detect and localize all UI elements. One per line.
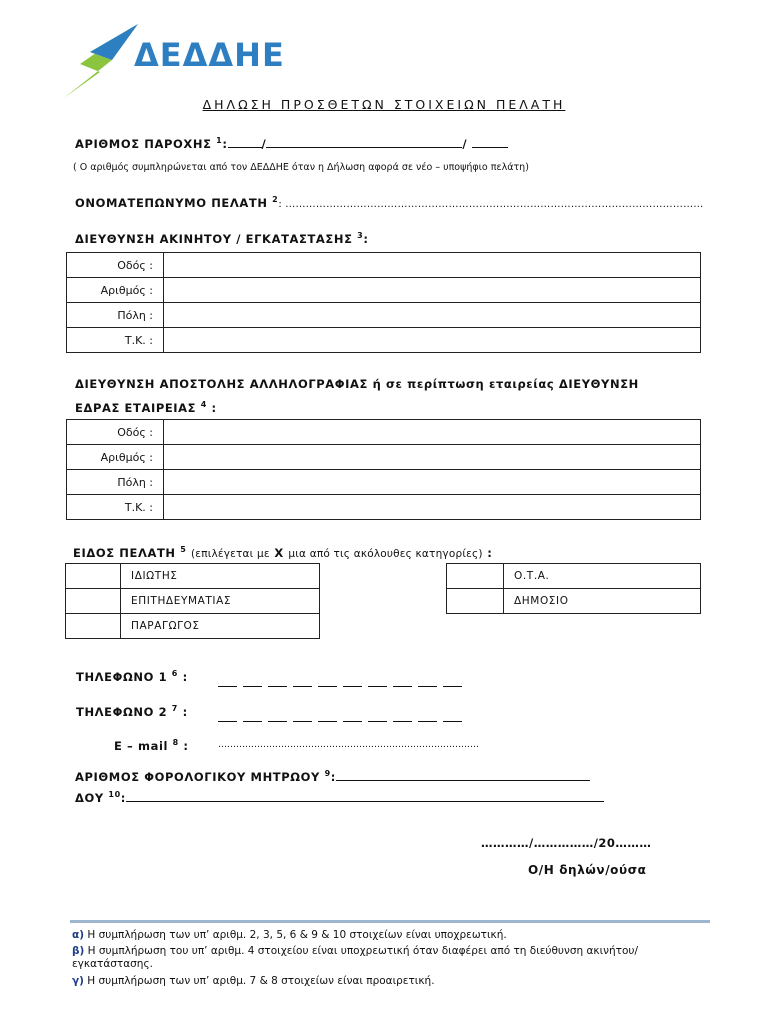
customer-type-right-table — [446, 563, 701, 614]
tax-office-field[interactable] — [126, 790, 604, 802]
tax-id-label: ΑΡΙΘΜΟΣ ΦΟΡΟΛΟΓΙΚΟΥ ΜΗΤΡΩΟΥ — [75, 770, 320, 784]
type-producer-checkbox[interactable] — [66, 614, 121, 639]
mail-address-heading-line1: ΔΙΕΥΘΥΝΣΗ ΑΠΟΣΤΟΛΗΣ ΑΛΛΗΛΟΓΡΑΦΙΑΣ ή σε περίπτωση εταιρείας ΔΙΕΥΘΥΝΣΗ — [75, 377, 639, 391]
type-professional-checkbox[interactable] — [66, 589, 121, 614]
customer-type-heading: ΕΙΔΟΣ ΠΕΛΑΤΗ $^5$ (επιλέγεται με Χ μια από τις ακόλουθες κατηγορίες) : — [73, 545, 493, 560]
mail-zip-label: Τ.Κ. : — [67, 495, 164, 520]
customer-name-field[interactable]: : …………………………………………………………………………………………………………… — [278, 198, 704, 210]
supply-part1-field[interactable] — [228, 136, 262, 148]
supply-number-row: ΑΡΙΘΜΟΣ ΠΑΡΟΧΗΣ $^1$: / / — [75, 136, 508, 151]
property-city-label: Πόλη : — [67, 303, 164, 328]
date-field[interactable]: …………/……………/20……… — [481, 836, 652, 850]
mail-zip-field[interactable] — [164, 495, 701, 520]
mail-street-label: Οδός : — [67, 420, 164, 445]
phone1-label: ΤΗΛΕΦΩΝΟ 1 $^6$ : — [76, 669, 188, 684]
mail-address-heading-line2: ΕΔΡΑΣ ΕΤΑΙΡΕΙΑΣ $^4$ : — [75, 400, 217, 415]
type-public-label: ΔΗΜΟΣΙΟ — [504, 589, 701, 614]
property-city-field[interactable] — [164, 303, 701, 328]
footer-divider — [70, 920, 710, 923]
supply-part2-field[interactable] — [266, 136, 462, 148]
property-number-label: Αριθμός : — [67, 278, 164, 303]
type-public-checkbox[interactable] — [447, 589, 504, 614]
type-ota-label: Ο.Τ.Α. — [504, 564, 701, 589]
form-title: ΔΗΛΩΣΗ ΠΡΟΣΘΕΤΩΝ ΣΤΟΙΧΕΙΩΝ ΠΕΛΑΤΗ — [202, 97, 566, 112]
mail-number-label: Αριθμός : — [67, 445, 164, 470]
type-producer-label: ΠΑΡΑΓΩΓΟΣ — [121, 614, 320, 639]
mail-city-field[interactable] — [164, 470, 701, 495]
customer-name-label: ΟΝΟΜΑΤΕΠΩΝΥΜΟ ΠΕΛΑΤΗ — [75, 195, 268, 210]
mail-city-label: Πόλη : — [67, 470, 164, 495]
property-address-heading: ΔΙΕΥΘΥΝΣΗ ΑΚΙΝΗΤΟΥ / ΕΓΚΑΤΑΣΤΑΣΗΣ $^3$: — [75, 231, 369, 246]
property-street-label: Οδός : — [67, 253, 164, 278]
type-ota-checkbox[interactable] — [447, 564, 504, 589]
footnote-c: γ) Η συμπλήρωση των υπ’ αριθμ. 7 & 8 στοιχείων είναι προαιρετική. — [72, 975, 435, 987]
footnote-a: α) Η συμπλήρωση των υπ’ αριθμ. 2, 3, 5, 6 & 9 & 10 στοιχείων είναι υποχρεωτική. — [72, 929, 507, 941]
phone2-label: ΤΗΛΕΦΩΝΟ 2 $^7$ : — [76, 704, 188, 719]
footnote-b: β) Η συμπλήρωση του υπ’ αριθμ. 4 στοιχείου είναι υποχρεωτική όταν διαφέρει από τη διεύθυνση ακινήτου/εγκατάστασης. — [72, 945, 639, 970]
property-street-field[interactable] — [164, 253, 701, 278]
tax-office-label: ΔΟΥ — [75, 791, 104, 805]
signature-label: Ο/Η δηλών/ούσα — [528, 863, 647, 877]
mail-street-field[interactable] — [164, 420, 701, 445]
type-private-checkbox[interactable] — [66, 564, 121, 589]
mail-number-field[interactable] — [164, 445, 701, 470]
phone1-field[interactable] — [218, 672, 468, 691]
supply-part3-field[interactable] — [472, 136, 508, 148]
property-zip-field[interactable] — [164, 328, 701, 353]
customer-type-left-table — [65, 563, 320, 639]
tax-id-field[interactable] — [336, 769, 590, 781]
email-label: E – mail $^8$ : — [114, 738, 189, 753]
property-number-field[interactable] — [164, 278, 701, 303]
phone2-field[interactable] — [218, 707, 468, 726]
mail-address-table — [66, 419, 701, 520]
property-address-table — [66, 252, 701, 353]
email-field[interactable]: …………………………………………………………………………… — [218, 740, 479, 750]
type-private-label: ΙΔΙΩΤΗΣ — [121, 564, 320, 589]
property-zip-label: Τ.Κ. : — [67, 328, 164, 353]
company-logo — [60, 22, 285, 102]
tax-office-row: ΔΟΥ $^{10}$: — [75, 790, 604, 805]
logo-bolt-icon — [60, 22, 140, 102]
tax-id-row: ΑΡΙΘΜΟΣ ΦΟΡΟΛΟΓΙΚΟΥ ΜΗΤΡΩΟΥ $^9$: — [75, 769, 590, 784]
supply-number-note: ( Ο αριθμός συμπληρώνεται από τον ΔΕΔΔΗΕ όταν η Δήλωση αφορά σε νέο – υποψήφιο πελάτη) — [73, 162, 529, 173]
logo-text: ΔΕΔΔΗΕ — [134, 36, 285, 74]
type-professional-label: ΕΠΙΤΗΔΕΥΜΑΤΙΑΣ — [121, 589, 320, 614]
customer-name-row: ΟΝΟΜΑΤΕΠΩΝΥΜΟ ΠΕΛΑΤΗ $^2$: …………………………………………………………………………………………………………… — [75, 195, 704, 210]
supply-number-label: ΑΡΙΘΜΟΣ ΠΑΡΟΧΗΣ — [75, 137, 212, 151]
